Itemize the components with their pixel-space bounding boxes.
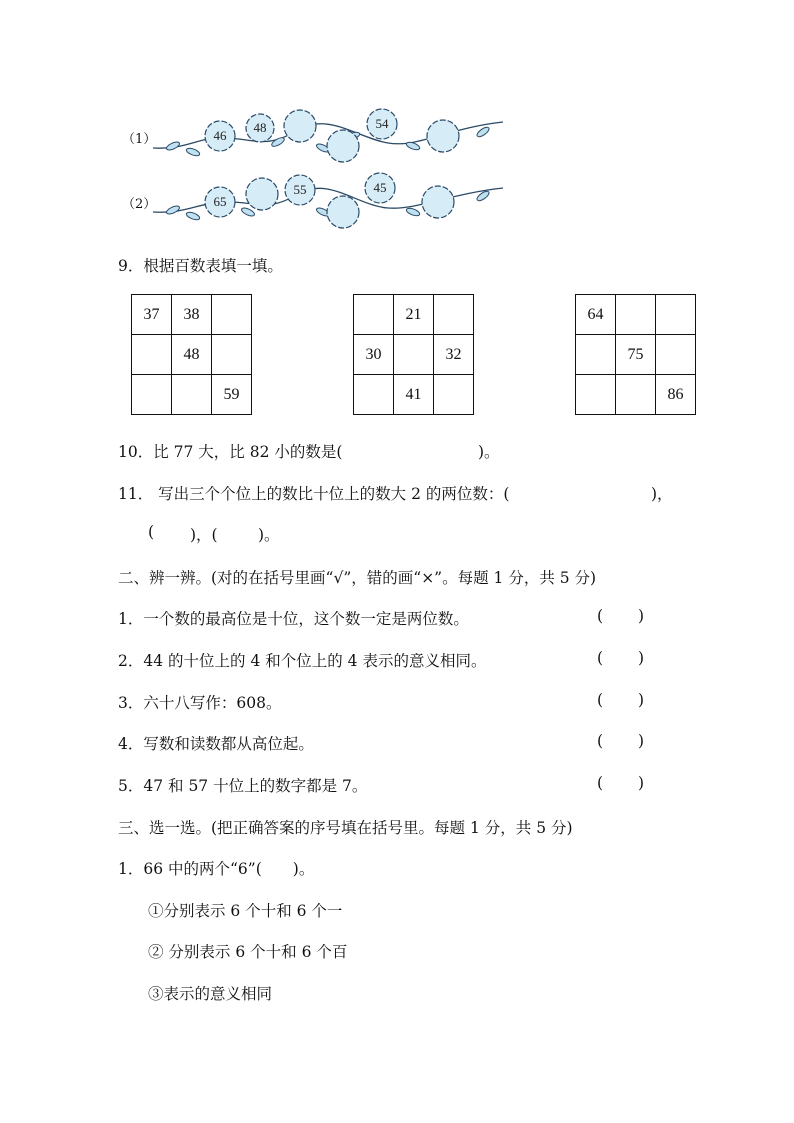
vine-1-label: （1） — [122, 132, 157, 147]
q11-line1-end: )， — [651, 485, 673, 503]
q11-line2-a: ( — [148, 523, 155, 541]
grid-cell[interactable] — [132, 335, 172, 375]
grid-cell: 30 — [354, 335, 394, 375]
vine-2-label: （2） — [122, 197, 157, 212]
answer-paren-open[interactable]: ( — [597, 607, 604, 625]
grid-cell[interactable] — [354, 295, 394, 335]
answer-paren-close: ) — [638, 649, 645, 667]
grid-cell[interactable] — [132, 375, 172, 415]
grid-cell: 59 — [212, 375, 252, 415]
grid-cell[interactable] — [172, 375, 212, 415]
answer-paren-close: ) — [638, 607, 645, 625]
answer-paren-close: ) — [638, 691, 645, 709]
flower-1-1 — [205, 121, 235, 151]
svg-text:65: 65 — [213, 194, 227, 209]
grid-cell[interactable] — [434, 375, 474, 415]
hundred-grid-3 — [575, 294, 696, 415]
grid-cell: 48 — [172, 335, 212, 375]
grid-cell[interactable] — [576, 335, 616, 375]
section2-item-4: 4．写数和读数都从高位起。 — [118, 735, 314, 753]
svg-text:45: 45 — [373, 180, 387, 195]
grid-cell: 37 — [132, 295, 172, 335]
q10-text-end: )。 — [478, 443, 500, 461]
hundred-grid-1 — [131, 294, 252, 415]
grid-cell[interactable] — [616, 375, 656, 415]
answer-paren-close: ) — [638, 732, 645, 750]
grid-cell: 64 — [576, 295, 616, 335]
svg-text:55: 55 — [293, 182, 307, 197]
flower-2-5 — [327, 196, 359, 228]
grid-cell: 21 — [394, 295, 434, 335]
section3-heading: 三、选一选。(把正确答案的序号填在括号里。每题 1 分，共 5 分) — [118, 819, 573, 837]
svg-text:46: 46 — [213, 128, 227, 143]
grid-cell[interactable] — [354, 375, 394, 415]
grid-cell[interactable] — [656, 335, 696, 375]
flower-vine-1 — [148, 108, 508, 168]
grid-cell[interactable] — [394, 335, 434, 375]
grid-cell: 38 — [172, 295, 212, 335]
answer-paren-open[interactable]: ( — [597, 774, 604, 792]
flower-1-3 — [284, 110, 316, 142]
grid-cell: 32 — [434, 335, 474, 375]
svg-text:54: 54 — [375, 116, 389, 131]
flower-2-2 — [246, 178, 278, 210]
grid-cell[interactable] — [616, 295, 656, 335]
grid-cell[interactable] — [656, 295, 696, 335]
option-1[interactable]: ①分别表示 6 个十和 6 个一 — [148, 902, 343, 920]
flower-1-6 — [427, 120, 459, 152]
grid-cell[interactable] — [212, 335, 252, 375]
section2-heading: 二、辨一辨。(对的在括号里画“√”，错的画“×”。每题 1 分，共 5 分) — [118, 569, 597, 587]
q10-text-start: 10．比 77 大，比 82 小的数是( — [118, 443, 343, 461]
flower-1-4 — [367, 109, 397, 139]
flower-2-4 — [365, 173, 395, 203]
option-2[interactable]: ② 分别表示 6 个十和 6 个百 — [148, 943, 348, 961]
hundred-grid-2 — [353, 294, 474, 415]
grid-cell: 75 — [616, 335, 656, 375]
section3-q1: 1．66 中的两个“6”( )。 — [118, 860, 315, 878]
section2-item-3: 3．六十八写作：608。 — [118, 694, 282, 712]
q11-line2-c: )。 — [258, 526, 280, 544]
flower-vine-2 — [148, 172, 508, 232]
q11-line1-start: 11． 写出三个个位上的数比十位上的数大 2 的两位数：( — [118, 485, 510, 503]
answer-paren-open[interactable]: ( — [597, 649, 604, 667]
section2-item-5: 5．47 和 57 十位上的数字都是 7。 — [118, 777, 368, 795]
grid-cell[interactable] — [212, 295, 252, 335]
flower-1-2 — [246, 114, 274, 142]
option-3[interactable]: ③表示的意义相同 — [148, 985, 273, 1003]
answer-paren-open[interactable]: ( — [597, 732, 604, 750]
grid-cell[interactable] — [576, 375, 616, 415]
section2-item-2: 2．44 的十位上的 4 和个位上的 4 表示的意义相同。 — [118, 652, 487, 670]
flower-2-6 — [422, 186, 454, 218]
grid-cell: 86 — [656, 375, 696, 415]
answer-paren-open[interactable]: ( — [597, 691, 604, 709]
grid-cell[interactable] — [434, 295, 474, 335]
flower-1-5 — [327, 130, 359, 162]
section2-item-1: 1．一个数的最高位是十位，这个数一定是两位数。 — [118, 610, 469, 628]
q9-text: 9．根据百数表填一填。 — [118, 257, 283, 275]
grid-cell: 41 — [394, 375, 434, 415]
flower-2-1 — [205, 187, 235, 217]
q11-line2-b: )，( — [190, 526, 218, 544]
flower-2-3 — [285, 175, 315, 205]
answer-paren-close: ) — [638, 774, 645, 792]
svg-text:48: 48 — [253, 120, 267, 135]
